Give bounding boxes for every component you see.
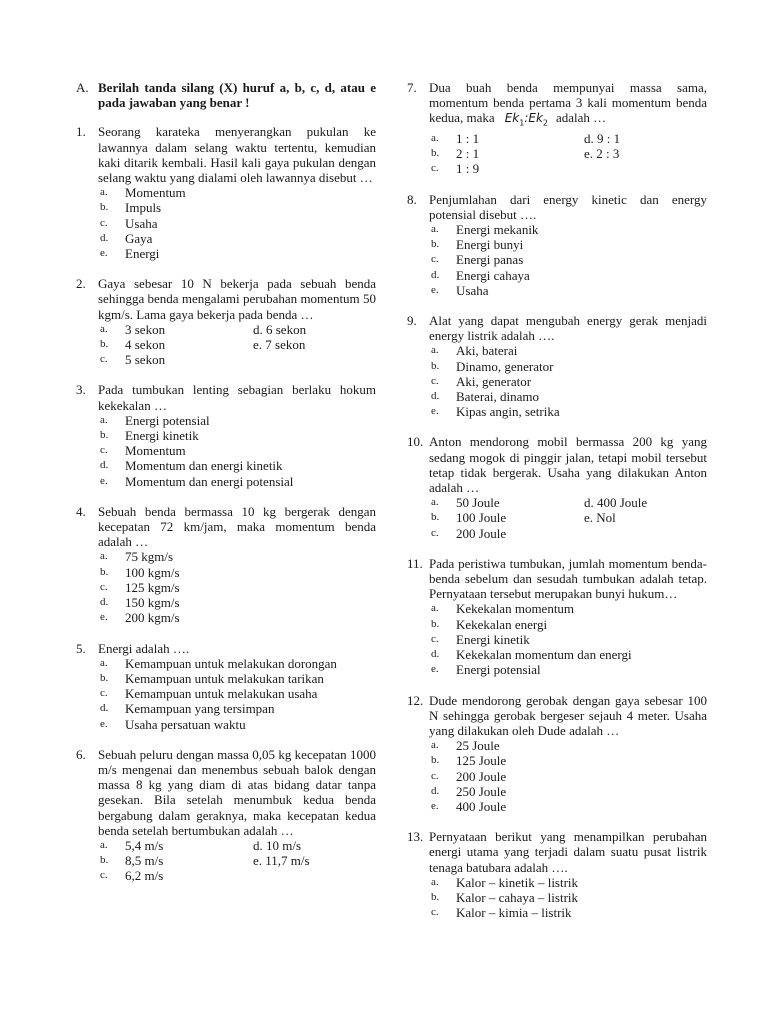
option-letter: e. — [100, 717, 108, 730]
question-number: 9. — [407, 313, 417, 329]
question-6 — [76, 747, 376, 884]
option-a[interactable] — [98, 185, 376, 200]
option-list — [98, 322, 376, 368]
option-c[interactable] — [98, 580, 376, 595]
option-text: 1 : 9 — [456, 161, 480, 177]
question-4 — [76, 504, 376, 626]
option-text: Energi kinetik — [125, 428, 199, 444]
option-list — [429, 131, 707, 177]
question-7 — [407, 80, 707, 177]
question-text-before: Dua buah benda mempunyai massa sama, momentum benda pertama 3 kali momentum benda kedua, maka — [429, 80, 707, 126]
option-e[interactable] — [584, 146, 729, 161]
question-11 — [407, 556, 707, 678]
option-text: Energi cahaya — [456, 267, 530, 283]
question-number: 1. — [76, 124, 86, 140]
option-letter: a. — [431, 223, 439, 236]
option-text: Energi — [125, 246, 160, 262]
option-letter: a. — [100, 838, 108, 851]
option-text: Usaha — [125, 215, 158, 231]
question-text: Seorang karateka menyerangkan pukulan ke lawannya dalam selang waktu tertentu, kemudian kaki ditarik kembali. Hasil kali gaya pukulan dengan selang waktu yang dialami oleh lawannya disebut … — [98, 124, 376, 186]
option-letter: d. — [100, 459, 109, 472]
option-text: 11,7 m/s — [265, 853, 310, 869]
option-list — [429, 343, 707, 419]
option-text: 250 Joule — [456, 783, 507, 799]
option-letter: c. — [431, 632, 439, 645]
question-text: Penjumlahan dari energy kinetic dan energy potensial disebut …. — [429, 191, 707, 222]
option-letter: c. — [100, 444, 108, 457]
option-c[interactable] — [429, 905, 707, 920]
option-letter: a. — [431, 496, 439, 509]
section-label: A. — [76, 80, 89, 95]
left-column — [76, 80, 376, 899]
ek1-symbol: Ek — [504, 111, 520, 126]
option-c[interactable] — [429, 632, 707, 647]
option-letter: c. — [431, 253, 439, 266]
option-b[interactable] — [429, 146, 584, 161]
option-letter: b. — [431, 754, 440, 767]
option-letter: e. — [431, 663, 439, 676]
question-number: 5. — [76, 640, 86, 656]
option-letter: b. — [100, 854, 109, 867]
option-letter: d. — [431, 268, 440, 281]
option-b[interactable] — [429, 617, 707, 632]
option-b[interactable] — [98, 200, 376, 215]
option-letter: b. — [431, 511, 440, 524]
option-text: Energi panas — [456, 252, 524, 268]
option-letter: b. — [100, 565, 109, 578]
option-b[interactable] — [429, 890, 707, 905]
option-letter: c. — [431, 769, 439, 782]
option-b[interactable] — [429, 510, 584, 525]
option-text: Aki, generator — [456, 373, 532, 389]
option-e[interactable] — [429, 404, 707, 419]
option-text: Kemampuan untuk melakukan tarikan — [125, 670, 324, 686]
question-number: 12. — [407, 692, 424, 708]
option-text: Energi mekanik — [456, 222, 539, 238]
option-text: 100 Joule — [456, 510, 507, 526]
option-e[interactable] — [429, 662, 707, 677]
option-d[interactable] — [98, 701, 376, 716]
option-list — [429, 222, 707, 298]
option-c[interactable] — [429, 769, 707, 784]
option-a[interactable] — [429, 131, 584, 146]
option-text: Energi potensial — [125, 412, 210, 428]
option-letter: d. — [584, 495, 594, 511]
option-text: Kalor – cahaya – listrik — [456, 889, 579, 905]
option-letter: a. — [431, 132, 439, 144]
ratio-separator: : — [524, 111, 529, 126]
option-letter: d. — [431, 390, 440, 403]
option-letter: d. — [100, 231, 109, 244]
option-a[interactable] — [98, 549, 376, 564]
option-c[interactable] — [429, 526, 584, 541]
option-text: Energi kinetik — [456, 631, 530, 647]
option-e[interactable] — [253, 337, 398, 352]
option-letter: e. — [431, 799, 439, 812]
option-letter: c. — [431, 162, 439, 175]
option-e[interactable] — [429, 799, 707, 814]
question-number: 6. — [76, 746, 86, 762]
option-e[interactable] — [98, 717, 376, 732]
option-d[interactable] — [429, 647, 707, 662]
option-text: Kemampuan yang tersimpan — [125, 701, 275, 717]
option-a[interactable] — [429, 222, 707, 237]
option-letter: a. — [431, 602, 439, 615]
option-text: Usaha persatuan waktu — [125, 716, 246, 732]
option-e[interactable] — [429, 283, 707, 298]
option-letter: b. — [100, 338, 109, 351]
option-letter: a. — [431, 739, 439, 752]
option-text: 100 kgm/s — [125, 564, 180, 580]
option-letter: a. — [100, 322, 108, 335]
option-c[interactable] — [98, 352, 253, 367]
option-letter: b. — [431, 147, 440, 160]
question-number: 2. — [76, 276, 86, 292]
question-number: 8. — [407, 191, 417, 207]
option-list — [98, 185, 376, 261]
option-letter: d. — [431, 648, 440, 661]
option-letter: d. — [431, 784, 440, 797]
option-text: Nol — [596, 510, 616, 526]
option-text: Kemampuan untuk melakukan usaha — [125, 686, 318, 702]
option-text: 200 Joule — [456, 768, 507, 784]
question-1 — [76, 124, 376, 261]
option-c[interactable] — [98, 443, 376, 458]
right-column — [407, 80, 707, 935]
question-number: 7. — [407, 80, 417, 95]
option-text: Usaha — [456, 282, 489, 298]
question-10 — [407, 434, 707, 540]
kinetic-energy-ratio — [505, 111, 548, 131]
option-b[interactable] — [98, 337, 253, 352]
option-list — [98, 549, 376, 625]
option-letter: b. — [100, 671, 109, 684]
option-letter: c. — [100, 580, 108, 593]
option-letter: a. — [100, 550, 108, 563]
option-text: 2 : 1 — [456, 146, 480, 162]
option-text: Momentum — [125, 185, 186, 201]
option-text: Baterai, dinamo — [456, 389, 540, 405]
option-b[interactable] — [429, 237, 707, 252]
question-text-after: adalah … — [556, 110, 607, 126]
option-e[interactable] — [253, 853, 398, 868]
option-a[interactable] — [429, 738, 707, 753]
option-text: 5 sekon — [125, 352, 166, 368]
option-a[interactable] — [429, 875, 707, 890]
option-text: 6,2 m/s — [125, 868, 164, 884]
option-e[interactable] — [98, 246, 376, 261]
option-list — [98, 413, 376, 489]
option-letter: c. — [431, 526, 439, 539]
option-d[interactable] — [253, 322, 398, 337]
option-text: Kekekalan energi — [456, 616, 548, 632]
option-text: Momentum dan energi kinetik — [125, 458, 283, 474]
option-text: Aki, baterai — [456, 343, 518, 359]
question-text: Dude mendorong gerobak dengan gaya sebesar 100 N sehingga gerobak bergeser sejauh 4 meter. Usaha yang dilakukan oleh Dude adalah … — [429, 692, 707, 738]
option-text: 125 Joule — [456, 753, 507, 769]
question-2 — [76, 276, 376, 367]
question-text: Pada tumbukan lenting sebagian berlaku hokum kekekalan … — [98, 382, 376, 413]
option-list — [429, 738, 707, 814]
option-text: Kipas angin, setrika — [456, 404, 560, 420]
option-a[interactable] — [98, 413, 376, 428]
option-text: Energi potensial — [456, 662, 541, 678]
option-a[interactable] — [429, 343, 707, 358]
instruction-header — [76, 80, 376, 110]
option-letter: c. — [100, 353, 108, 366]
option-text: 6 sekon — [266, 321, 307, 337]
question-8 — [407, 192, 707, 298]
option-text: Impuls — [125, 200, 162, 216]
question-text: Pada peristiwa tumbukan, jumlah momentum benda-benda sebelum dan sesudah tumbukan adalah tetap. Pernyataan tersebut merupakan bunyi hukum… — [429, 555, 707, 602]
option-b[interactable] — [98, 565, 376, 580]
question-text: Sebuah benda bermassa 10 kg bergerak dengan kecepatan 72 km/jam, maka momentum benda adalah … — [98, 503, 376, 550]
option-d[interactable] — [584, 131, 729, 146]
option-letter: d. — [100, 702, 109, 715]
option-letter: e. — [584, 146, 594, 162]
option-text: 125 kgm/s — [125, 579, 180, 595]
option-text: Energi bunyi — [456, 237, 524, 253]
option-list — [429, 601, 707, 677]
option-d[interactable] — [98, 595, 376, 610]
option-text: 8,5 m/s — [125, 853, 164, 869]
option-d[interactable] — [429, 784, 707, 799]
question-text: Energi adalah …. — [98, 640, 190, 656]
option-text: 4 sekon — [125, 337, 166, 353]
option-c[interactable] — [429, 161, 584, 176]
question-number: 13. — [407, 829, 424, 845]
option-a[interactable] — [429, 495, 584, 510]
option-letter: e. — [431, 405, 439, 418]
option-e[interactable] — [98, 610, 376, 625]
option-c[interactable] — [429, 252, 707, 267]
option-a[interactable] — [429, 601, 707, 616]
question-9 — [407, 313, 707, 419]
option-text: 1 : 1 — [456, 131, 480, 146]
option-d[interactable] — [253, 838, 398, 853]
option-b[interactable] — [98, 671, 376, 686]
option-e[interactable] — [584, 510, 729, 525]
option-letter: a. — [100, 656, 108, 669]
option-letter: c. — [431, 906, 439, 919]
option-text: 7 sekon — [265, 337, 306, 353]
option-text: 10 m/s — [266, 837, 302, 853]
option-text: 3 sekon — [125, 321, 166, 337]
option-letter: a. — [100, 413, 108, 426]
option-text: 400 Joule — [456, 798, 507, 814]
question-number: 4. — [76, 503, 86, 519]
option-letter: b. — [100, 429, 109, 442]
question-number: 3. — [76, 382, 86, 398]
option-text: 150 kgm/s — [125, 595, 180, 611]
option-text: 50 Joule — [456, 495, 500, 511]
option-c[interactable] — [429, 374, 707, 389]
option-d[interactable] — [98, 231, 376, 246]
option-letter: d. — [584, 131, 594, 146]
question-text: Pernyataan berikut yang menampilkan perubahan energi utama yang terjadi dalam suatu pusat listrik tenaga batubara adalah …. — [429, 829, 707, 875]
question-text — [429, 80, 707, 131]
option-list — [429, 495, 707, 541]
question-12 — [407, 693, 707, 815]
option-text: Momentum — [125, 443, 186, 459]
option-c[interactable] — [98, 686, 376, 701]
question-number: 11. — [407, 555, 423, 571]
option-letter: c. — [100, 687, 108, 700]
option-a[interactable] — [98, 838, 253, 853]
question-text: Alat yang dapat mengubah energy gerak menjadi energy listrik adalah …. — [429, 313, 707, 344]
instruction-text: Berilah tanda silang (X) huruf a, b, c, d, atau e pada jawaban yang benar ! — [98, 80, 376, 111]
option-letter: a. — [100, 186, 108, 199]
option-letter: e. — [100, 611, 108, 624]
option-letter: a. — [431, 875, 439, 888]
option-letter: c. — [431, 374, 439, 387]
option-text: Dinamo, generator — [456, 358, 554, 374]
option-letter: e. — [100, 474, 108, 487]
option-list — [98, 656, 376, 732]
option-c[interactable] — [98, 868, 253, 883]
ek1-subscript: 1 — [519, 118, 525, 128]
option-letter: d. — [253, 837, 263, 853]
ek2-symbol: Ek — [528, 111, 543, 126]
option-text: 400 Joule — [597, 495, 648, 511]
option-text: Kekekalan momentum — [456, 601, 575, 617]
option-a[interactable] — [98, 656, 376, 671]
question-text: Anton mendorong mobil bermassa 200 kg yang sedang mogok di pinggir jalan, tetapi mobil tersebut tetap tidak bergerak. Usaha yang dilakukan Anton adalah … — [429, 434, 707, 496]
question-5 — [76, 641, 376, 732]
option-letter: e. — [584, 510, 594, 526]
option-e[interactable] — [98, 474, 376, 489]
option-letter: d. — [100, 596, 109, 609]
option-letter: c. — [100, 869, 108, 882]
option-b[interactable] — [429, 359, 707, 374]
option-text: Kalor – kimia – listrik — [456, 905, 572, 921]
option-text: Kemampuan untuk melakukan dorongan — [125, 655, 337, 671]
option-b[interactable] — [98, 853, 253, 868]
option-text: Gaya — [125, 230, 153, 246]
option-d[interactable] — [584, 495, 729, 510]
option-text: 5,4 m/s — [125, 837, 164, 853]
option-text: Momentum dan energi potensial — [125, 473, 294, 489]
option-text: 9 : 1 — [597, 131, 621, 146]
option-letter: c. — [100, 216, 108, 229]
option-letter: e. — [253, 853, 263, 869]
option-letter: a. — [431, 344, 439, 357]
question-number: 10. — [407, 434, 424, 450]
option-letter: b. — [431, 238, 440, 251]
option-letter: b. — [431, 359, 440, 372]
option-b[interactable] — [98, 428, 376, 443]
option-text: 2 : 3 — [596, 146, 620, 162]
option-letter: e. — [431, 283, 439, 296]
option-d[interactable] — [429, 268, 707, 283]
option-a[interactable] — [98, 322, 253, 337]
option-letter: b. — [100, 201, 109, 214]
option-text: Kalor – kinetik – listrik — [456, 874, 579, 890]
option-d[interactable] — [98, 458, 376, 473]
option-letter: e. — [100, 247, 108, 260]
question-3 — [76, 382, 376, 488]
question-text: Gaya sebesar 10 N bekerja pada sebuah benda sehingga benda mengalami perubahan momentum 50 kgm/s. Lama gaya bekerja pada benda … — [98, 276, 376, 322]
option-d[interactable] — [429, 389, 707, 404]
option-letter: b. — [431, 890, 440, 903]
question-13 — [407, 829, 707, 920]
option-letter: d. — [253, 321, 263, 337]
option-letter: e. — [253, 337, 263, 353]
option-text: 25 Joule — [456, 738, 500, 754]
option-letter: b. — [431, 617, 440, 630]
option-list — [98, 838, 376, 884]
option-b[interactable] — [429, 753, 707, 768]
option-c[interactable] — [98, 216, 376, 231]
option-text: 200 kgm/s — [125, 610, 180, 626]
option-text: 200 Joule — [456, 525, 507, 541]
ek2-subscript: 2 — [542, 118, 548, 128]
option-text: 75 kgm/s — [125, 549, 174, 565]
option-text: Kekekalan momentum dan energi — [456, 647, 632, 663]
option-list — [429, 875, 707, 921]
question-text: Sebuah peluru dengan massa 0,05 kg kecepatan 1000 m/s mengenai dan menembus sebuah balok dengan massa 8 kg yang diam di atas bidang datar tanpa gesekan. Bila setelah menumbuk kedua benda bergabung dalam geraknya, maka kecepatan kedua benda setelah bertumbukan adalah … — [98, 746, 376, 838]
